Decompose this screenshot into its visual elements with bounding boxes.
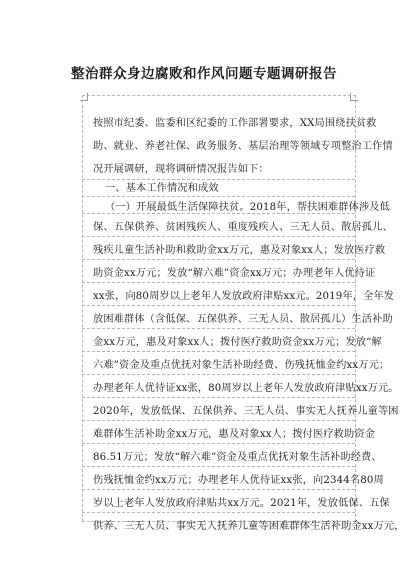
- body-line: 助资金xx万元；发放“解六难”资金xx万元；办理老年人优待证: [93, 268, 376, 279]
- line-divider: [82, 282, 355, 283]
- line-divider: [82, 196, 355, 197]
- body-line: 保、五保供养、贫困残疾人、重度残疾人、三无人员、散居孤儿、: [93, 222, 393, 233]
- corner-mark: [80, 93, 88, 101]
- body-line: 岁以上老年人发放政府津贴共xx万元。2021年，发放低保、五保: [93, 498, 390, 509]
- document-title: 整治群众身边腐败和作风问题专题调研报告: [71, 66, 337, 82]
- line-divider: [82, 305, 355, 306]
- corner-mark: [350, 93, 358, 101]
- body-line: 按照市纪委、监委和区纪委的工作部署要求，XX局围绕扶贫救: [93, 118, 377, 129]
- body-line: 六难”资金及重点优抚对象生活补助经费、伤残抚恤金约xx万元；: [93, 360, 390, 371]
- line-divider: [82, 512, 355, 513]
- body-line: 2020年，发放低保、五保供养、三无人员、事实无人抚养儿童等困: [93, 406, 399, 417]
- line-divider: [82, 420, 355, 421]
- body-line: xx张，向80周岁以上老年人发放政府津贴xx元。2019年，全年发: [93, 291, 395, 302]
- line-divider: [82, 179, 355, 180]
- line-divider: [82, 374, 355, 375]
- body-line: 供养、三无人员、事实无人抚养儿童等困难群体生活补助金xx万元，: [93, 521, 405, 532]
- body-line: 86.51万元；发放“解六难”资金及重点优抚对象生活补助经费、: [93, 452, 382, 463]
- body-line: 难群体生活补助金xx万元，惠及对象xx人；拨付医疗救助资金: [93, 429, 376, 440]
- line-divider: [82, 351, 355, 352]
- section-heading: 一、基本工作情况和成效: [105, 183, 219, 194]
- body-line: 残疾儿童生活补助和救助金xx万元，惠及对象xx人；发放医疗救: [93, 245, 386, 256]
- body-line: 金xx万元，惠及对象xx人；拨付医疗救助资金xx万元；发放“解: [93, 337, 382, 348]
- line-divider: [82, 328, 355, 329]
- line-divider: [82, 443, 355, 444]
- body-line: 助、就业、养老社保、政务服务、基层治理等领域专项整治工作情: [93, 141, 393, 152]
- body-line: 放困难群体（含低保、五保供养、三无人员、散居孤儿）生活补助: [93, 314, 393, 325]
- line-divider: [82, 236, 355, 237]
- body-line: 伤残抚恤金约xx万元；办理老年人优待证xx张，向2344名80周: [93, 475, 384, 486]
- body-line: 况开展调研，现将调研情况报告如下：: [93, 164, 269, 175]
- line-divider: [82, 489, 355, 490]
- line-divider: [82, 397, 355, 398]
- body-line: 办理老年人优待证xx张，80周岁以上老年人发放政府津贴xx万元。: [93, 383, 399, 394]
- line-divider: [82, 466, 355, 467]
- line-divider: [82, 259, 355, 260]
- body-line: （一）开展最低生活保障扶贫。2018年，帮扶困难群体涉及低: [105, 202, 390, 213]
